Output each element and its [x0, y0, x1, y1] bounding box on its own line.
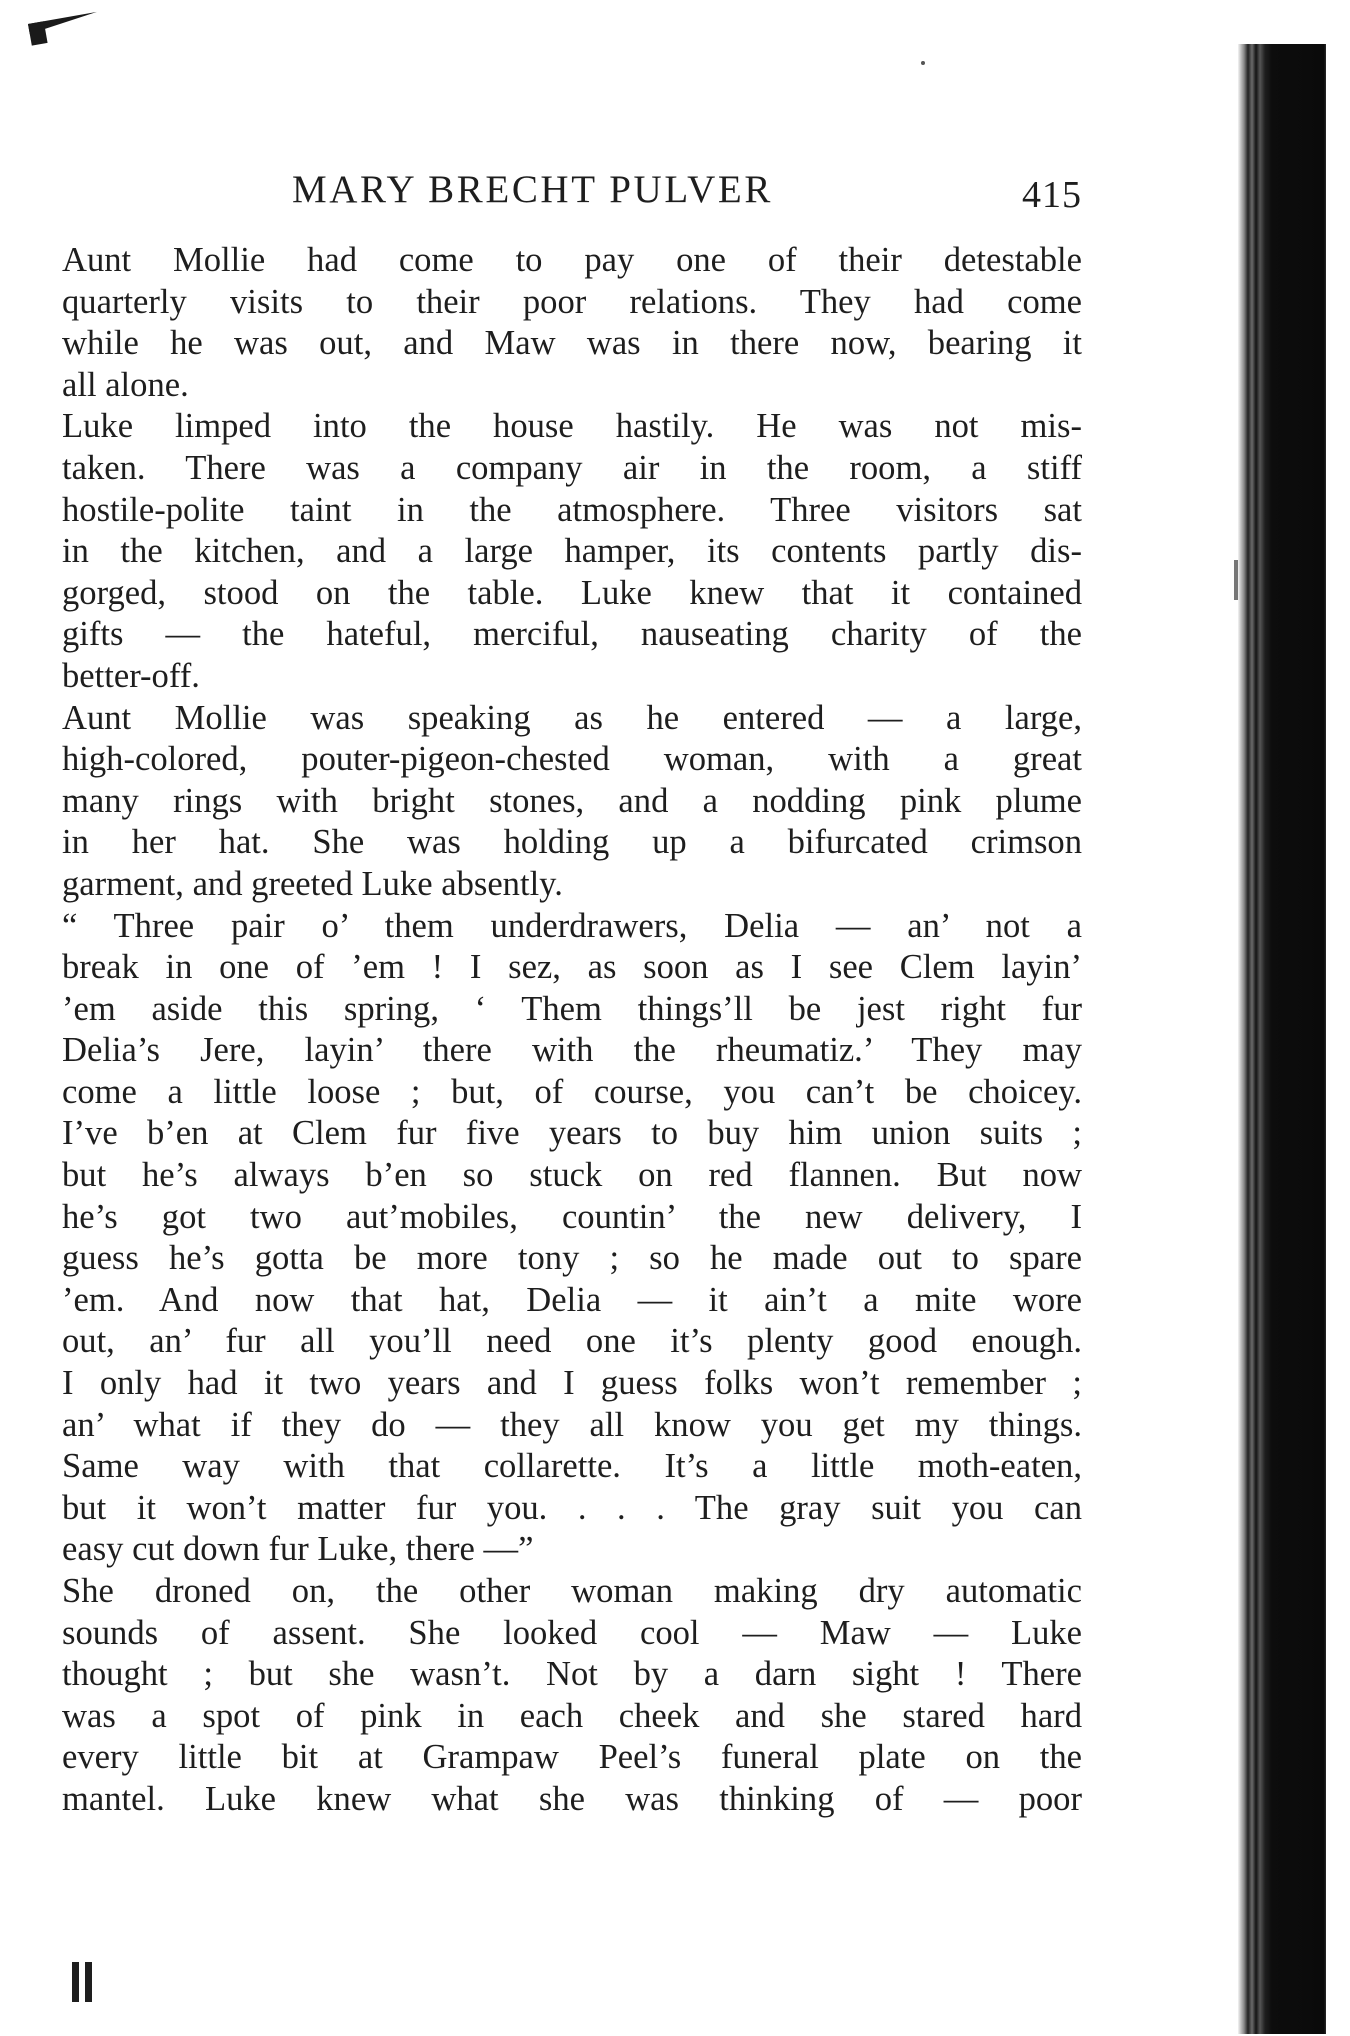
book-binding-edge: [1238, 44, 1326, 2034]
text-line: I only had it two years and I guess folks won’t remember ;: [62, 1364, 1082, 1403]
page-header: [292, 167, 1082, 217]
text-line: She droned on, the other woman making dry automatic: [62, 1572, 1082, 1610]
text-line: Aunt Mollie was speaking as he entered — a large,: [62, 698, 1082, 737]
text-line: sounds of assent. She looked cool — Maw — Luke: [62, 1613, 1082, 1652]
body-text: [62, 240, 1082, 1821]
text-line: I’ve b’en at Clem fur five years to buy him union suits ;: [62, 1114, 1082, 1153]
text-line: all alone.: [62, 365, 189, 404]
text-line: was a spot of pink in each cheek and she stared hard: [62, 1696, 1082, 1735]
text-line: he’s got two aut’mobiles, countin’ the new delivery, I: [62, 1197, 1082, 1236]
text-line: mantel. Luke knew what she was thinking of — poor: [62, 1779, 1082, 1818]
text-line: break in one of ’em ! I sez, as soon as I see Clem layin’: [62, 948, 1082, 987]
running-title: MARY BRECHT PULVER: [292, 168, 773, 211]
text-line: in her hat. She was holding up a bifurcated crimson: [62, 823, 1082, 862]
text-line: but it won’t matter fur you. . . . The gray suit you can: [62, 1488, 1082, 1527]
text-line: Aunt Mollie had come to pay one of their detestable: [62, 241, 1082, 279]
text-line: taken. There was a company air in the room, a stiff: [62, 448, 1082, 487]
text-line: but he’s always b’en so stuck on red flannen. But now: [62, 1156, 1082, 1195]
footer-signature-mark: [72, 1962, 94, 2002]
text-line: quarterly visits to their poor relations. They had come: [62, 282, 1082, 321]
text-line: ’em aside this spring, ‘ Them things’ll be jest right fur: [62, 989, 1082, 1028]
text-line: an’ what if they do — they all know you get my things.: [62, 1405, 1082, 1444]
text-line: Delia’s Jere, layin’ there with the rheumatiz.’ They may: [62, 1031, 1082, 1070]
text-line: thought ; but she wasn’t. Not by a darn sight ! There: [62, 1655, 1082, 1694]
text-line: Same way with that collarette. It’s a little moth-eaten,: [62, 1447, 1082, 1486]
text-line: garment, and greeted Luke absently.: [62, 864, 563, 903]
text-line: ’em. And now that hat, Delia — it ain’t a mite wore: [62, 1280, 1082, 1319]
corner-print-mark: [28, 12, 99, 34]
text-line: while he was out, and Maw was in there now, bearing it: [62, 324, 1082, 363]
text-line: out, an’ fur all you’ll need one it’s plenty good enough.: [62, 1322, 1082, 1361]
text-line: easy cut down fur Luke, there —”: [62, 1530, 534, 1569]
print-speck: [921, 61, 925, 65]
page-number: 415: [1022, 174, 1082, 216]
text-line: gorged, stood on the table. Luke knew that it contained: [62, 573, 1082, 612]
text-line: Luke limped into the house hastily. He was not mis-: [62, 407, 1082, 446]
text-line: come a little loose ; but, of course, you can’t be choicey.: [62, 1072, 1082, 1111]
text-line: “ Three pair o’ them underdrawers, Delia — an’ not a: [62, 906, 1082, 945]
text-line: better-off.: [62, 656, 200, 695]
text-line: in the kitchen, and a large hamper, its contents partly dis-: [62, 532, 1082, 571]
text-line: high-colored, pouter-pigeon-chested woman, with a great: [62, 740, 1082, 779]
text-line: every little bit at Grampaw Peel’s funeral plate on the: [62, 1738, 1082, 1777]
text-line: guess he’s gotta be more tony ; so he made out to spare: [62, 1239, 1082, 1278]
text-line: hostile-polite taint in the atmosphere. Three visitors sat: [62, 490, 1082, 529]
text-line: gifts — the hateful, merciful, nauseating charity of the: [62, 615, 1082, 654]
text-line: many rings with bright stones, and a nodding pink plume: [62, 781, 1082, 820]
